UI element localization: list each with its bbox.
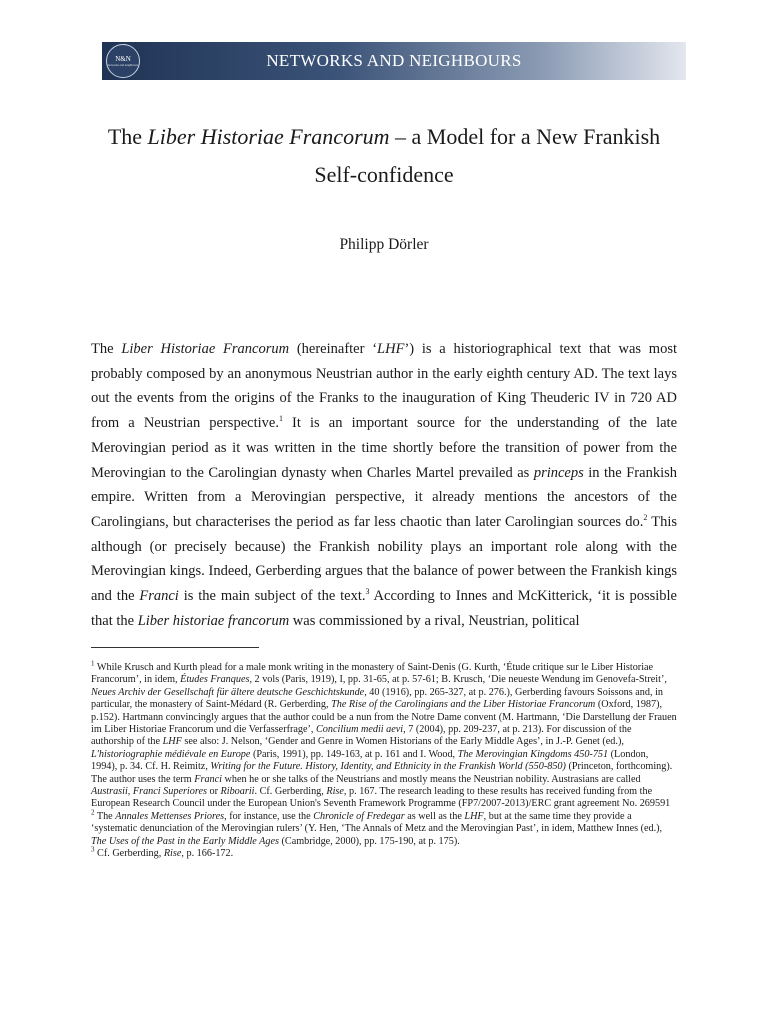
italic-run: Franci [139,588,179,605]
footnote-ref-3[interactable]: 3 [365,587,370,597]
italic-run: Chronicle of Fredegar [313,810,405,822]
text-run: (Cambridge, 2000), pp. 175-190, at p. 175). [278,835,460,847]
text-run: or [206,786,221,798]
italic-run: L'historiographie médiévale en Europe [91,748,251,760]
text-run: , p. 166-172. [181,848,234,860]
italic-run: The Merovingian Kingdoms 450-751 [457,748,609,760]
footnote-2 [91,808,677,848]
italic-run: LHF [377,341,405,357]
journal-header-banner [102,42,686,80]
article-title [90,118,678,194]
footnote-number: 3 [91,845,95,854]
text-run: The [91,341,122,357]
journal-title: NETWORKS AND NEIGHBOURS [266,51,522,70]
text-run: (Paris, 1991), pp. 149-163, at p. 161 and I. Wood, [250,748,458,760]
footnote-number: 2 [91,808,95,817]
italic-run: Études Franques [180,674,250,686]
text-run: While Krusch and Kurth plead for a male monk writing in the monastery of Saint-Denis (G. Kurth, ‘Étude critique sur le Liber Historiae Francorum’, in idem, [91,662,654,686]
italic-run: Liber Historiae Francorum [121,341,290,357]
text-run: (hereinafter ‘ [289,341,378,357]
italic-run: Rise [326,786,344,798]
title-italic-text: Liber Historiae Francorum [147,124,390,149]
text-run: , 40 (1916), pp. 265-327, at p. 276.), Gerberding favours Soissons and, in particular, the monastery of Saint-Médard (R. Gerberding, [91,686,663,711]
footnote-3 [91,845,677,860]
text-run: ’) is a historiographical text that was most probably composed by an anonymous Neustrian author in the early eighth century AD. The text lays out the events from the origins of the Franks to the inauguration of King Theuderic IV in 720 AD from a Neustrian perspective. [91,341,677,432]
italic-run: LHF [162,736,182,748]
text-run: , for instance, use the [224,810,314,822]
body-paragraph [91,337,677,633]
text-run: (Princeton, forthcoming). The author uses the term [91,761,673,785]
italic-run: Liber historiae francorum [137,612,290,629]
footnote-number: 1 [91,659,95,668]
footnotes [91,659,677,861]
text-run: is the main subject of the text. [178,588,366,605]
text-run: , p. 167. The research leading to these results has received funding from the European Research Council under the European Union's Seventh Framework Programme (FP7/2007-2013)/ERC grant agreement No. 269591 [91,786,671,810]
text-run: in the Frankish empire. Written from a Merovingian perspective, it already mentions the ancestors of the Carolingians, but characterises the period as far less chaotic than later Carolingian sources do. [91,464,677,530]
text-run: Cf. Gerberding, [94,848,164,860]
text-run: see also: J. Nelson, ‘Gender and Genre in Women Historians of the Early Middle Ages’, in J.-P. Genet (ed.), [181,736,624,748]
logo-subtext: networks and neighbours [107,62,139,67]
footnote-divider [91,647,259,648]
italic-run: Rise [163,848,182,860]
italic-run: The Uses of the Past in the Early Middle Ages [91,835,279,847]
title-text: – a Model for a New Frankish Self-confidence [314,124,661,187]
text-run: , but at the same time they provide a ‘systematic denunciation of the Merovingian rulers’ (Y. Hen, ‘The Annals of Metz and the Merovingian Past’, in idem, Matthew Innes (ed.), [91,810,663,835]
footnote-ref-1[interactable]: 1 [278,414,283,424]
text-run: . Cf. Gerberding, [254,786,327,798]
article-author: Philipp Dörler [339,236,429,253]
italic-run: The Rise of the Carolingians and the Liber Historiae Francorum [331,699,596,711]
italic-run: Writing for the Future. History, Identity, and Ethnicity in the Frankish World (550-850) [210,761,566,773]
italic-run: Annales Mettenses Priores [115,810,225,822]
text-run: According to Innes and McKitterick, ‘it is possible that the [91,588,677,629]
text-run: , 2 vols (Paris, 1919), I, pp. 31-65, at p. 57-61; B. Krusch, ‘Die neueste Wendung im Genovefa-Streit’, [249,674,667,686]
italic-run: princeps [533,464,584,481]
italic-run: LHF [464,810,484,822]
text-run: It is an important source for the understanding of the late Merovingian period as it was written in the time shortly before the transition of power from the Merovingian to the Carolingian dynasty when Charles Martel prevailed as [91,415,677,481]
paragraph [91,337,677,633]
text-run: (London, 1994), p. 34. Cf. H. Reimitz, [91,748,649,773]
italic-run: Austrasii, Franci Superiores [91,786,207,798]
footnote-1 [91,659,677,811]
title-text: The [107,124,148,149]
text-run: (Oxford, 1987), p.152). Hartmann convincingly argues that the author could be a nun from the Notre Dame convent (M. Hartmann, ‘Die Darstellung der Frauen im Liber Historiae Francorum und die Verfasserfrage’, [91,699,677,736]
text-run: , 7 (2004), pp. 209-237, at p. 213). For discussion of the authorship of the [91,724,632,748]
text-run: This although (or precisely because) the Frankish nobility plays an important role along with the Merovingian kings. Indeed, Gerberding argues that the balance of power between the Frankish kings and the [91,513,677,605]
text-run: The [94,810,116,822]
italic-run: Concilium medii aevi [316,724,404,736]
text-run: was commissioned by a rival, Neustrian, political [289,612,580,629]
text-run: as well as the [404,810,465,822]
text-run: when he or she talks of the Neustrians and mostly means the Neustrian nobility. Austrasians are called [222,773,641,785]
italic-run: Franci [194,773,222,785]
italic-run: Neues Archiv der Gesellschaft für ältere deutsche Geschichtskunde [91,686,365,698]
footnote-ref-2[interactable]: 2 [643,513,648,523]
logo-text: N&N [115,54,131,63]
italic-run: Riboarii [220,786,255,798]
